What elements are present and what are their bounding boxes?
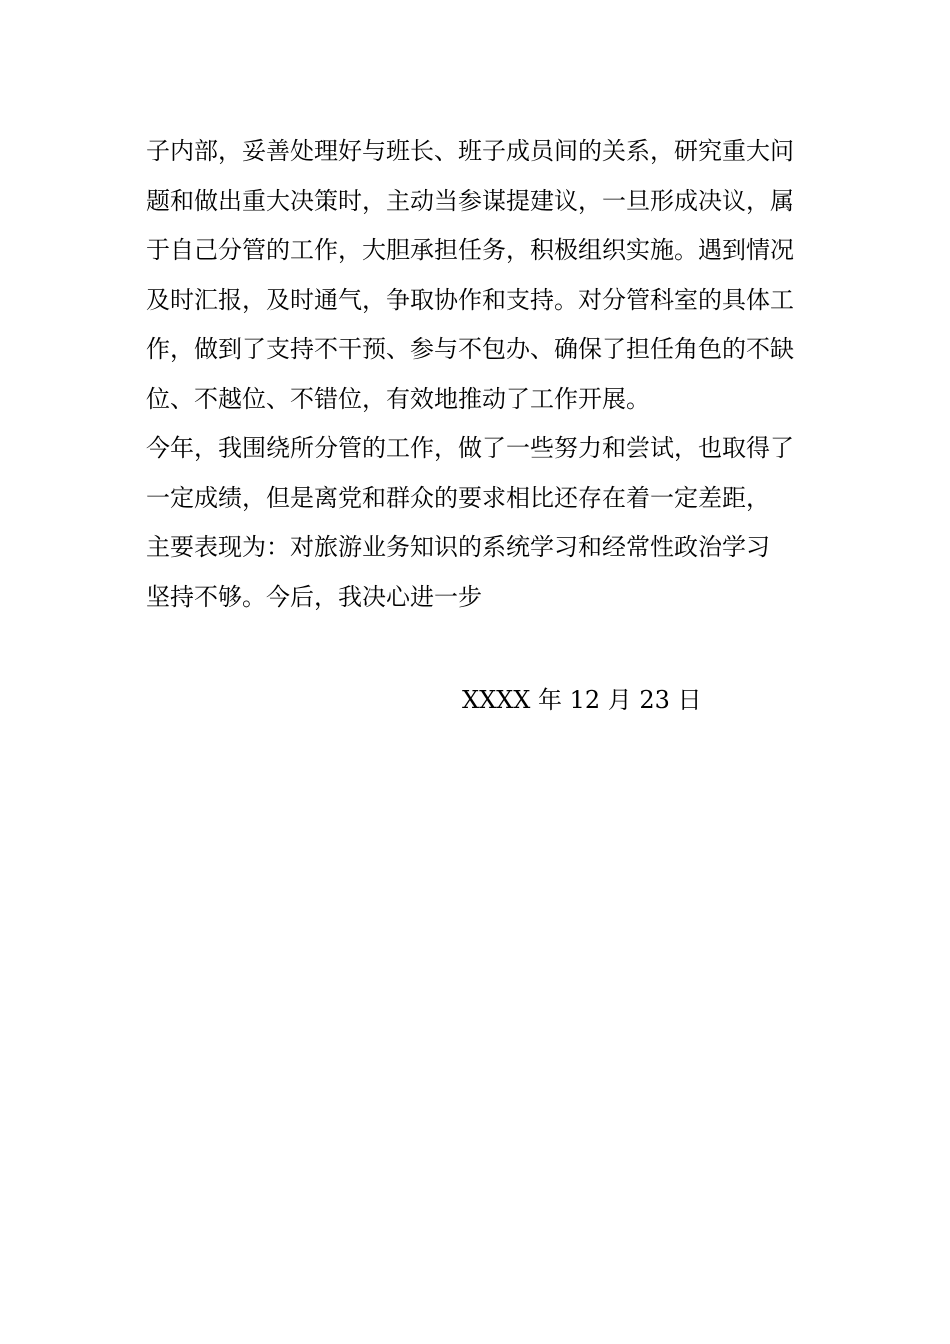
text-line: 题和做出重大决策时，主动当参谋提建议，一旦形成决议，属 xyxy=(146,186,794,215)
paragraph-1 xyxy=(146,127,812,424)
text-line: 一定成绩，但是离党和群众的要求相比还存在着一定差距， xyxy=(146,483,770,512)
text-line: 主要表现为：对旅游业务知识的系统学习和经常性政治学习 xyxy=(146,533,770,561)
text-line: 子内部，妥善处理好与班长、班子成员间的关系，研究重大问 xyxy=(146,137,794,165)
text-line: 作，做到了支持不干预、参与不包办、确保了担任角色的不缺 xyxy=(146,335,794,363)
text-line: 及时汇报，及时通气，争取协作和支持。对分管科室的具体工 xyxy=(146,285,794,314)
text-line: 今年，我围绕所分管的工作，做了一些努力和尝试，也取得了 xyxy=(146,434,794,462)
document-body xyxy=(146,127,812,622)
text-line: 坚持不够。今后，我决心进一步 xyxy=(146,582,482,611)
text-line: 于自己分管的工作，大胆承担任务，积极组织实施。遇到情况 xyxy=(146,236,794,264)
paragraph-2 xyxy=(146,424,812,622)
text-line: 位、不越位、不错位，有效地推动了工作开展。 xyxy=(146,384,650,413)
document-date: XXXX 年 12 月 23 日 xyxy=(462,686,702,714)
